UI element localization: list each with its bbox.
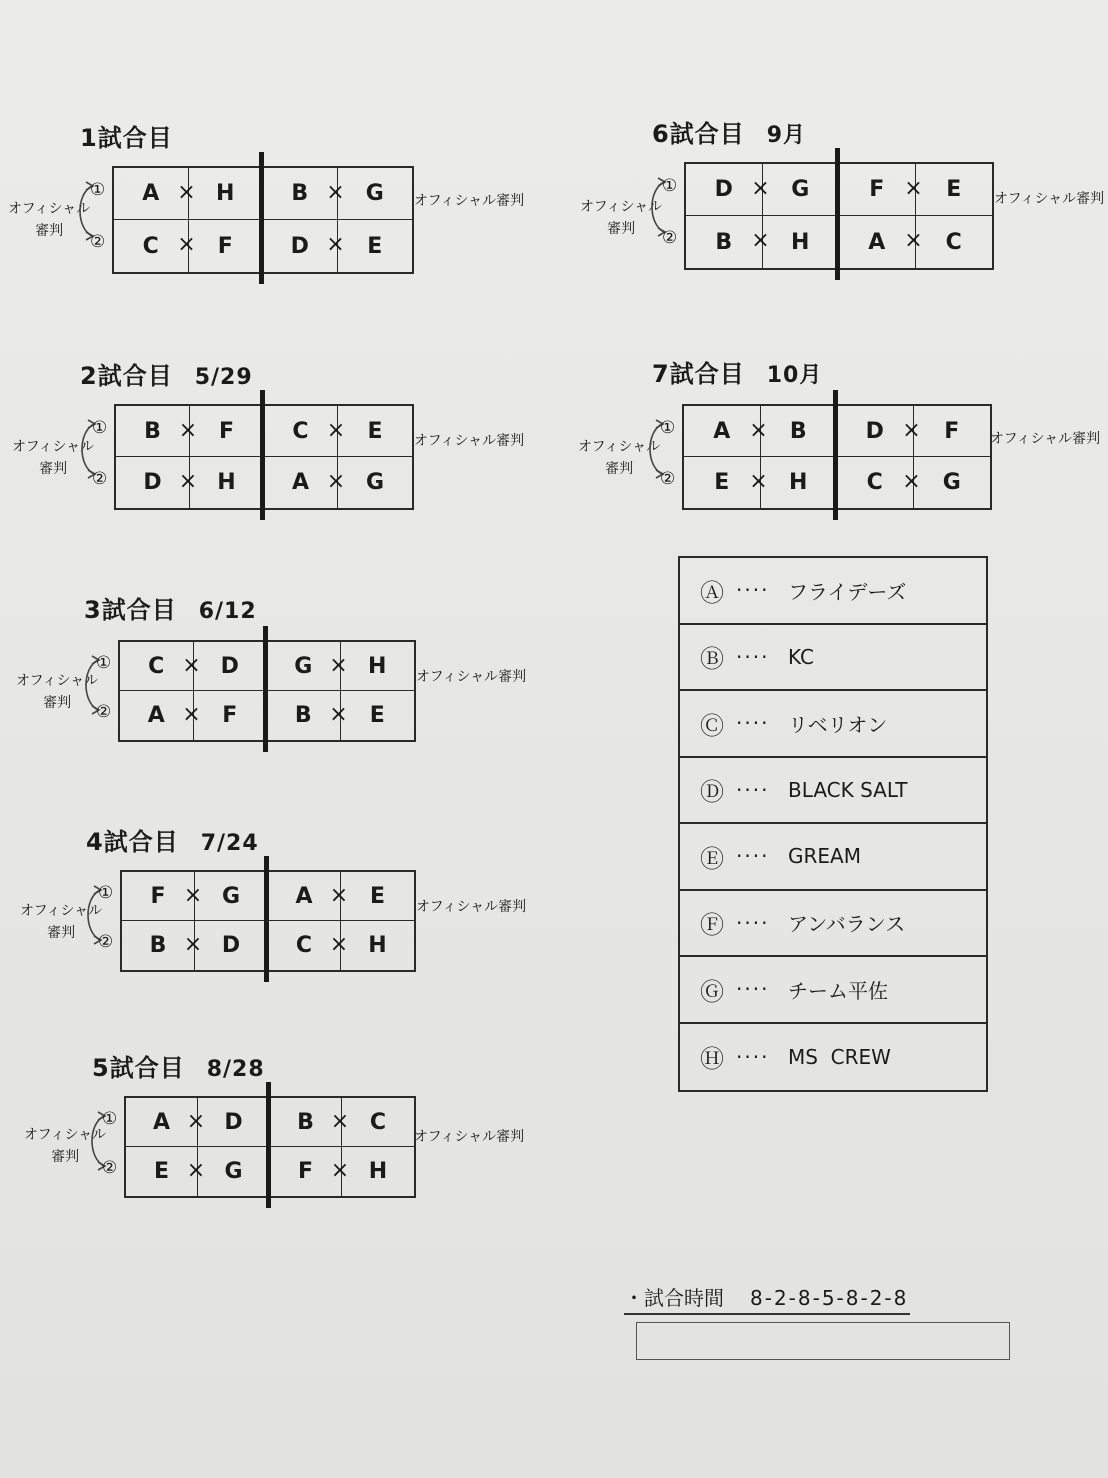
team-cell-row1-col2: D	[198, 1098, 270, 1147]
round-date: 7/24	[200, 831, 259, 856]
side-label-line: 審判	[35, 223, 64, 239]
team-letter-circle: Ⓑ	[700, 645, 724, 674]
versus-mark: ×	[749, 468, 768, 494]
team-cell-row2-col1: E	[684, 457, 761, 508]
team-name: チーム平佐	[788, 978, 888, 1003]
team-cell-row2-col3: C	[837, 457, 914, 508]
court-1-marker: ①	[98, 882, 114, 903]
versus-mark: ×	[902, 417, 921, 443]
leader-dots: ····	[736, 644, 770, 669]
team-cell-row1-col2: B	[761, 406, 838, 457]
team-cell-row1-col4: C	[342, 1098, 414, 1147]
side-label-line: 審判	[51, 1149, 80, 1165]
round-number: 6試合目	[652, 120, 745, 148]
round-number: 5試合目	[92, 1054, 185, 1082]
official-referee-label: オフィシャル審判	[414, 1129, 525, 1145]
team-cell-row1-col4: H	[341, 642, 415, 691]
versus-mark: ×	[186, 1157, 206, 1183]
team-cell-row2-col1: A	[120, 691, 194, 740]
versus-mark: ×	[902, 468, 921, 494]
team-cell-row1-col1: A	[114, 168, 189, 220]
team-cell-row2-col2: D	[195, 921, 268, 970]
versus-mark: ×	[904, 228, 923, 253]
versus-mark: ×	[751, 228, 770, 253]
team-name: フライデーズ	[788, 579, 907, 604]
team-cell-row2-col2: F	[189, 220, 264, 272]
court-2-marker: ②	[660, 468, 676, 489]
team-cell-row2-col1: B	[122, 921, 195, 970]
side-label-line: 審判	[47, 925, 76, 941]
court-2-marker: ②	[90, 232, 106, 252]
team-letter-circle: Ⓓ	[700, 778, 724, 807]
official-referee-label: オフィシャル審判	[994, 191, 1105, 207]
round-title	[652, 114, 806, 149]
team-cell-row1-col3: D	[837, 406, 914, 457]
side-label-line: オフィシャル	[580, 199, 663, 215]
team-cell-row1-col1: A	[126, 1098, 198, 1147]
leader-dots: ····	[736, 1044, 770, 1069]
team-cell-row2-col4: C	[945, 229, 962, 255]
team-cell-row2-col2: H	[190, 457, 264, 508]
leader-dots: ····	[736, 711, 770, 736]
court-1-marker: ①	[660, 417, 676, 438]
official-referee-label: オフィシャル審判	[414, 433, 525, 449]
team-cell-row1-col1: D	[686, 164, 763, 216]
team-cell-row2-col1: B	[686, 216, 763, 268]
match-time-label: ・試合時間	[624, 1286, 724, 1310]
court-1-marker: ①	[92, 417, 108, 438]
team-cell-row1-col4: E	[916, 164, 993, 216]
leader-dots: ····	[736, 777, 770, 802]
team-name: BLACK SALT	[788, 777, 908, 802]
team-cell-row2-col2: G	[198, 1147, 270, 1196]
team-cell-row1-col3: A	[268, 872, 341, 921]
team-name: KC	[788, 644, 814, 669]
team-name: GREAM	[788, 844, 861, 869]
team-cell-row1-col4: F	[914, 406, 991, 457]
court-divider-bar	[260, 390, 265, 520]
team-cell-row2-col3: A	[839, 216, 916, 268]
versus-mark: ×	[329, 931, 349, 957]
side-label-line: オフィシャル	[8, 201, 91, 217]
versus-mark: ×	[326, 468, 346, 494]
team-cell-row2-col1: E	[126, 1147, 198, 1196]
team-cell-row1-col1: C	[120, 642, 194, 691]
empty-note-box	[636, 1322, 1010, 1360]
team-cell-row2-col3: B	[267, 691, 341, 740]
versus-mark: ×	[182, 652, 201, 678]
side-label-line: オフィシャル	[20, 903, 103, 919]
round-number: 3試合目	[84, 596, 177, 624]
court-1-marker: ①	[96, 652, 112, 673]
round-number: 4試合目	[86, 828, 179, 856]
team-cell-row1-col1: A	[684, 406, 761, 457]
team-cell-row1-col4: E	[338, 406, 412, 457]
leader-dots: ····	[736, 977, 770, 1002]
team-letter-circle: Ⓔ	[700, 844, 724, 873]
round-title	[86, 822, 259, 857]
team-cell-row2-col2: H	[763, 216, 840, 268]
side-label-line: 審判	[607, 221, 636, 237]
round-date: 9月	[766, 123, 807, 148]
round-date: 10月	[766, 363, 823, 388]
legend-row	[680, 558, 986, 625]
team-cell-row1-col4: G	[338, 168, 413, 220]
versus-mark: ×	[326, 180, 345, 205]
legend-row	[680, 957, 986, 1024]
side-label-line: オフィシャル	[16, 673, 99, 689]
legend-row	[680, 824, 986, 891]
team-cell-row2-col3: D	[263, 220, 338, 272]
round-title	[80, 118, 173, 153]
side-label-line: 審判	[43, 695, 72, 711]
team-cell-row2-col4: H	[368, 933, 387, 958]
versus-mark: ×	[904, 176, 923, 201]
versus-mark: ×	[329, 882, 349, 908]
court-2-marker: ②	[102, 1157, 118, 1178]
team-cell-row2-col2: H	[761, 457, 838, 508]
team-cell-row2-col4: H	[368, 1159, 388, 1184]
court-2-marker: ②	[98, 931, 114, 952]
team-cell-row1-col2: G	[195, 872, 268, 921]
team-cell-row2-col2: F	[194, 691, 268, 740]
legend-row	[680, 625, 986, 692]
court-2-marker: ②	[662, 228, 678, 248]
team-cell-row1-col2: F	[190, 406, 264, 457]
versus-mark: ×	[177, 180, 196, 205]
team-cell-row2-col1: D	[116, 457, 190, 508]
versus-mark: ×	[182, 701, 201, 727]
round-title	[80, 356, 253, 391]
round-number: 2試合目	[80, 362, 173, 390]
versus-mark: ×	[329, 652, 348, 678]
legend-row	[680, 691, 986, 758]
official-referee-label: オフィシャル審判	[416, 669, 527, 685]
versus-mark: ×	[330, 1157, 350, 1183]
versus-mark: ×	[178, 468, 198, 494]
team-name: MS CREW	[788, 1044, 891, 1069]
official-referee-label: オフィシャル審判	[416, 899, 527, 915]
team-cell-row1-col1: B	[116, 406, 190, 457]
team-cell-row1-col2: H	[189, 168, 264, 220]
side-label-line: 審判	[39, 461, 68, 477]
official-referee-label: オフィシャル審判	[990, 431, 1101, 447]
round-title	[92, 1048, 265, 1083]
round-title	[84, 590, 257, 625]
side-label-line: 審判	[605, 461, 634, 477]
versus-mark: ×	[186, 1108, 206, 1134]
versus-mark: ×	[326, 232, 345, 257]
team-cell-row1-col3: C	[264, 406, 338, 457]
round-number: 1試合目	[80, 124, 173, 152]
match-time-line	[624, 1282, 910, 1315]
team-cell-row1-col3: G	[267, 642, 341, 691]
versus-mark: ×	[183, 882, 203, 908]
side-label-line: オフィシャル	[578, 439, 661, 455]
match-time-value: 8-2-8-5-8-2-8	[750, 1286, 909, 1310]
court-1-marker: ①	[662, 176, 678, 196]
round-date: 5/29	[194, 365, 253, 390]
versus-mark: ×	[177, 232, 196, 257]
team-letter-circle: Ⓕ	[700, 911, 724, 940]
round-date: 8/28	[206, 1057, 265, 1082]
team-cell-row2-col4: E	[367, 233, 383, 259]
court-divider-bar	[259, 152, 264, 284]
team-letter-circle: Ⓗ	[700, 1045, 724, 1074]
team-cell-row1-col3: B	[270, 1098, 342, 1147]
team-cell-row2-col3: A	[264, 457, 338, 508]
team-cell-row2-col1: C	[114, 220, 189, 272]
versus-mark: ×	[329, 701, 348, 727]
team-name: アンバランス	[788, 912, 906, 937]
versus-mark: ×	[330, 1108, 350, 1134]
team-cell-row1-col4: E	[341, 872, 414, 921]
team-cell-row1-col2: G	[763, 164, 840, 216]
team-letter-circle: Ⓖ	[700, 977, 724, 1006]
court-divider-bar	[266, 1082, 271, 1208]
court-1-marker: ①	[90, 180, 106, 200]
legend-row	[680, 891, 986, 958]
leader-dots: ····	[736, 578, 770, 603]
team-cell-row2-col3: F	[270, 1147, 342, 1196]
round-number: 7試合目	[652, 360, 745, 388]
versus-mark: ×	[326, 417, 346, 443]
team-cell-row2-col4: G	[942, 470, 961, 495]
court-2-marker: ②	[96, 701, 112, 722]
court-2-marker: ②	[92, 468, 108, 489]
versus-mark: ×	[749, 417, 768, 443]
team-cell-row1-col3: B	[263, 168, 338, 220]
court-divider-bar	[264, 856, 269, 982]
team-name: リベリオン	[788, 712, 888, 737]
team-cell-row2-col3: C	[268, 921, 341, 970]
side-label-line: オフィシャル	[12, 439, 95, 455]
leader-dots: ····	[736, 910, 770, 935]
team-cell-row2-col4: E	[369, 703, 385, 728]
team-letter-circle: Ⓒ	[700, 711, 724, 740]
versus-mark: ×	[751, 176, 770, 201]
official-referee-label: オフィシャル審判	[414, 193, 525, 209]
versus-mark: ×	[183, 931, 203, 957]
court-divider-bar	[835, 148, 840, 280]
legend-row	[680, 1024, 986, 1091]
team-legend	[678, 556, 988, 1092]
round-title	[652, 354, 822, 389]
court-divider-bar	[833, 390, 838, 520]
team-cell-row1-col2: D	[194, 642, 268, 691]
team-cell-row1-col3: F	[839, 164, 916, 216]
court-divider-bar	[263, 626, 268, 752]
legend-row	[680, 758, 986, 825]
team-cell-row1-col1: F	[122, 872, 195, 921]
team-letter-circle: Ⓐ	[700, 578, 724, 607]
court-1-marker: ①	[102, 1108, 118, 1129]
leader-dots: ····	[736, 844, 770, 869]
versus-mark: ×	[178, 417, 198, 443]
round-date: 6/12	[198, 599, 257, 624]
team-cell-row2-col4: G	[365, 470, 385, 495]
side-label-line: オフィシャル	[24, 1127, 107, 1143]
